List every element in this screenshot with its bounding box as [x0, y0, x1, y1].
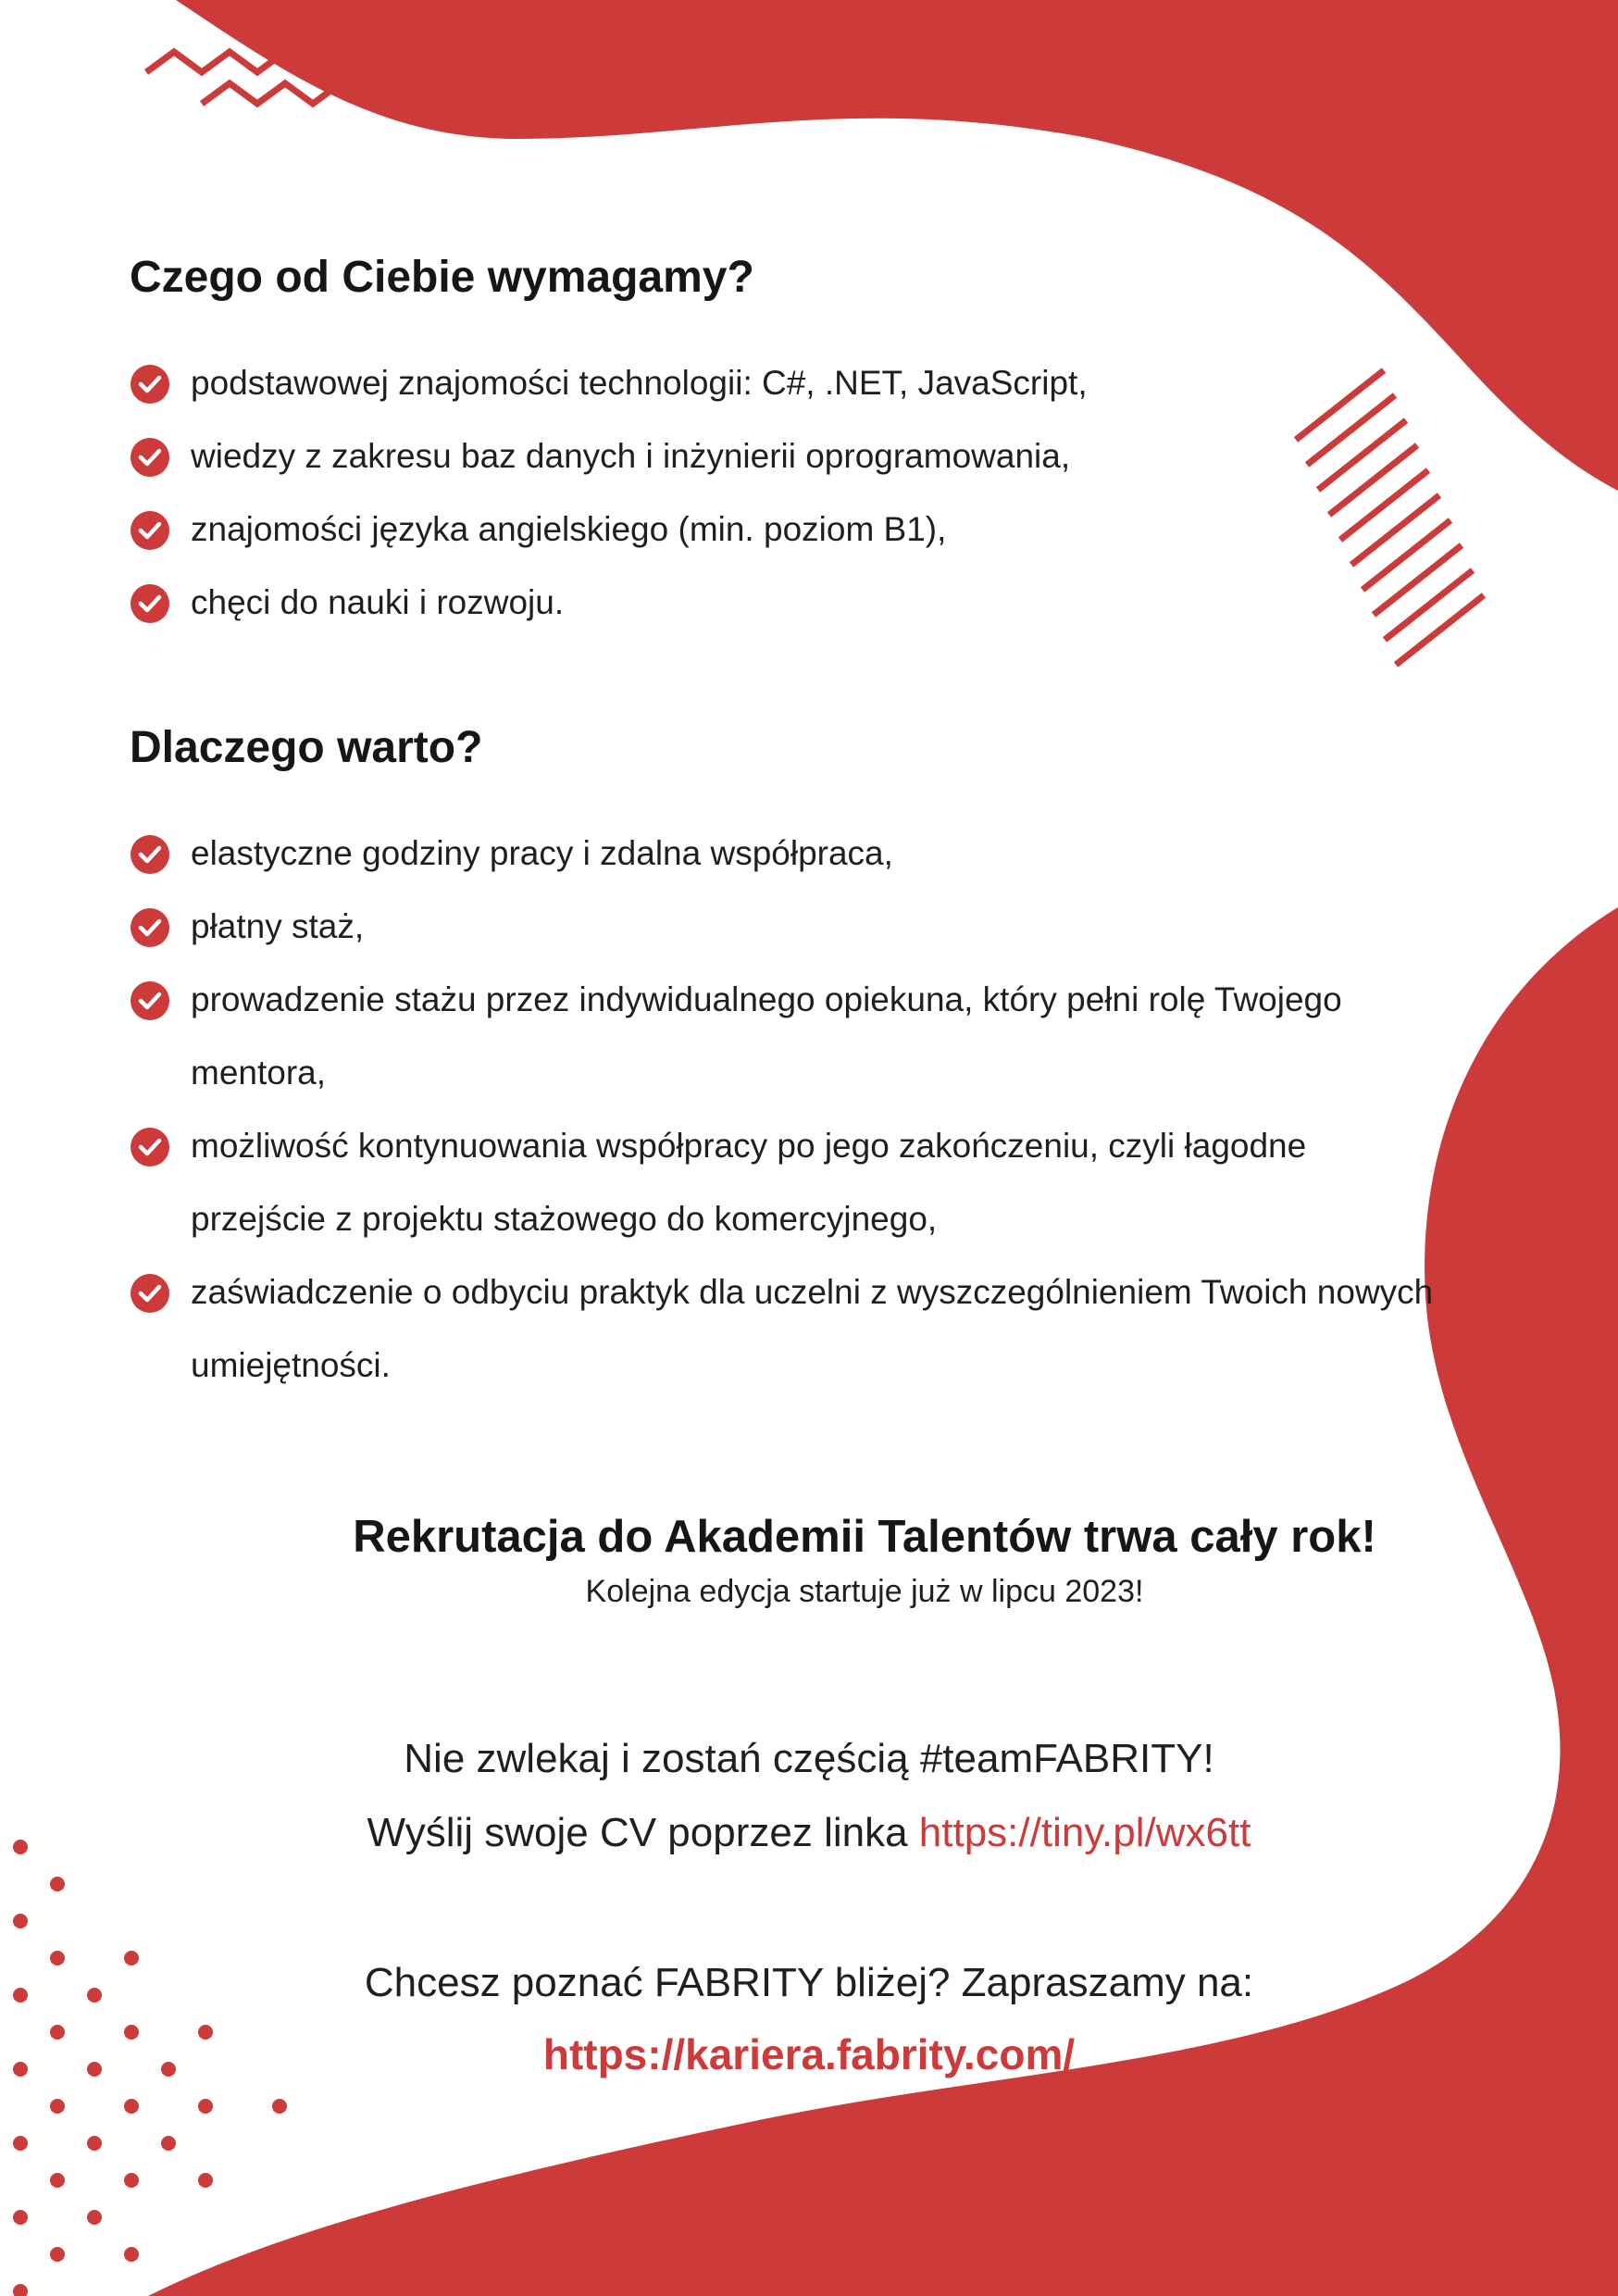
check-circle-icon	[130, 1127, 170, 1167]
list-item	[130, 1255, 1444, 1402]
list-item	[130, 419, 1444, 493]
check-circle-icon	[130, 834, 170, 875]
cv-link[interactable]: https://tiny.pl/wx6tt	[918, 1810, 1251, 1855]
check-circle-icon	[130, 437, 170, 478]
list-item	[130, 493, 1444, 566]
list-item	[130, 566, 1444, 639]
cta-line-3: Chcesz poznać FABRITY bliżej? Zapraszamy na:	[364, 1960, 1254, 2005]
list-item-text: podstawowej znajomości technologii: C#, .NET, JavaScript,	[191, 364, 1088, 402]
list-item-text: zaświadczenie o odbyciu praktyk dla uczelni z wyszczególnieniem Twoich nowych umiejętności.	[191, 1273, 1434, 1384]
list-item	[130, 817, 1444, 890]
benefits-heading: Dlaczego warto?	[130, 723, 483, 772]
check-circle-icon	[130, 1273, 170, 1314]
check-circle-icon	[130, 583, 170, 624]
cta-line-1: Nie zwlekaj i zostań częścią #teamFABRITY!	[404, 1736, 1214, 1781]
benefits-list	[130, 817, 1444, 1402]
list-item-text: wiedzy z zakresu baz danych i inżynierii oprogramowania,	[191, 437, 1071, 475]
recruitment-title: Rekrutacja do Akademii Talentów trwa cały rok!	[353, 1512, 1376, 1562]
check-circle-icon	[130, 980, 170, 1021]
list-item-text: znajomości języka angielskiego (min. poziom B1),	[191, 510, 947, 548]
requirements-heading: Czego od Ciebie wymagamy?	[130, 253, 754, 302]
cta-line-2-text: Wyślij swoje CV poprzez linka	[367, 1810, 919, 1855]
list-item-text: prowadzenie stażu przez indywidualnego opiekuna, który pełni rolę Twojego mentora,	[191, 980, 1342, 1092]
check-circle-icon	[130, 907, 170, 948]
requirements-list	[130, 346, 1444, 639]
list-item	[130, 346, 1444, 419]
check-circle-icon	[130, 510, 170, 551]
list-item-text: możliwość kontynuowania współpracy po jego zakończeniu, czyli łagodne przejście z projektu stażowego do komercyjnego,	[191, 1127, 1307, 1238]
list-item	[130, 1109, 1444, 1255]
list-item-text: elastyczne godziny pracy i zdalna współpraca,	[191, 834, 893, 872]
list-item-text: płatny staż,	[191, 907, 365, 945]
recruitment-subtitle: Kolejna edycja startuje już w lipcu 2023!	[585, 1574, 1144, 1609]
check-circle-icon	[130, 364, 170, 405]
list-item-text: chęci do nauki i rozwoju.	[191, 583, 565, 621]
cta-line-2	[0, 1810, 1618, 1856]
career-link[interactable]: https://kariera.fabrity.com/	[542, 2030, 1076, 2078]
list-item	[130, 963, 1444, 1109]
list-item	[130, 890, 1444, 963]
